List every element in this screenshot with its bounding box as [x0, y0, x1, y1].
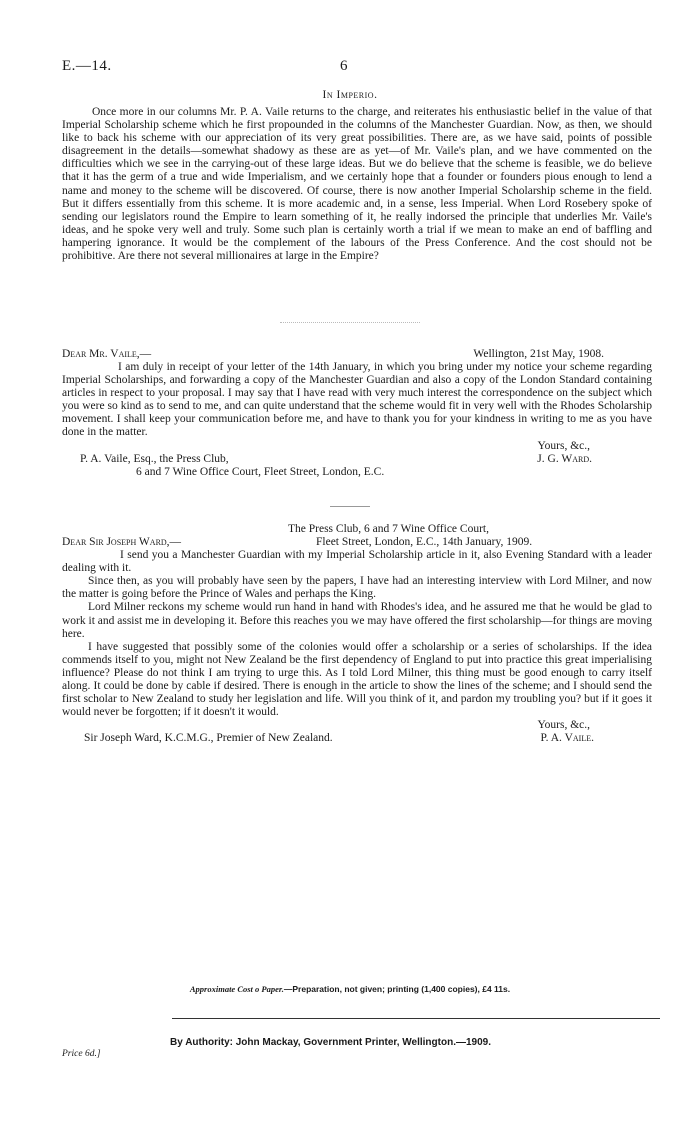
letter2-paragraph: I send you a Manchester Guardian with my Imperial Scholarship article in it, also Evening Standard with a leader dealing with it. [62, 549, 652, 575]
letter-vaile [62, 523, 652, 745]
letter-divider [330, 506, 370, 507]
article-body [62, 106, 652, 263]
section-divider [280, 322, 420, 324]
letter2-address-line1: The Press Club, 6 and 7 Wine Office Court, [288, 523, 489, 535]
letter2-signature: P. A. Vaile. [540, 732, 594, 745]
letter2-address-line2: Fleet Street, London, E.C., 14th January, 1909. [316, 536, 533, 549]
footer-rule [172, 1018, 660, 1019]
cost-label: Approximate Cost o Paper. [189, 984, 284, 994]
letter2-paragraph: I have suggested that possibly some of the colonies would offer a scholarship or a series of scholarships. If the idea commends itself to you, might not New Zealand be the first dependency of England to put into practice this great imperialising influence? Please do not think I am trying to urge this. As I told Lord Milner, this thing must be good enough to carry itself along. It could be done by cable if desired. There is enough in the article to show the lines of the scheme; and I should send the first scholar to New Zealand to study her legislation and life. Will you think of it, and pardon my troubling you? but if it goes it would never be forgotten; if it doesn't it would. [62, 640, 652, 719]
printing-cost-note [0, 984, 700, 994]
letter2-paragraph: Lord Milner reckons my scheme would run hand in hand with Rhodes's idea, and he assured me that he would be glad to work it and assist me in developing it. Before this reaches you we may have offered the first scholarship—for things are moving here. [62, 601, 652, 640]
article-paragraph: Once more in our columns Mr. P. A. Vaile returns to the charge, and reiterates his enthusiastic belief in the value of that Imperial Scholarship scheme which he first propounded in the columns of the Manchester Guardian. Now, as then, we should like to back his scheme with our appreciation of its very great possibilities. There are, as we have said, points of possible disagreement in the details—somewhat shadowy as these are as yet—of Mr. Vaile's plan, and we have commented on the difficulties which we see in the carrying-out of these large ideas. But we do believe that the scheme is feasible, we do believe that it has the germ of a true and wide Imperialism, and we certainly hope that a founder or founders pious enough to lend a name and money to the scheme will be discovered. Of course, there is now another Imperial Scholarship scheme in the field. But it differs essentially from this scheme. It is more academic and, in a sense, less Imperial. When Lord Rosebery spoke of sending our legislators round the Empire to learn something of it, he really indorsed the principle that underlies Mr. Vaile's ideas, and he spoke very well and truly. Some such plan is certainly worth a trial if we mean to make an end of baffling and hampering ignorance. It would be the complement of the labours of the Press Conference. And the cost should not be prohibitive. Are there not several millionaires at large in the Empire? [62, 106, 652, 263]
article-title: In Imperio. [322, 89, 378, 101]
letter-ward [62, 348, 652, 479]
letter1-salutation: Dear Mr. Vaile,— [62, 348, 152, 360]
letter1-signature: J. G. Ward. [537, 452, 592, 465]
letter2-salutation: Dear Sir Joseph Ward,— [62, 536, 182, 549]
letter1-place-date: Wellington, 21st May, 1908. [473, 348, 604, 360]
letter1-addressee: P. A. Vaile, Esq., the Press Club, [80, 452, 229, 465]
letter2-addressee: Sir Joseph Ward, K.C.M.G., Premier of New Zealand. [84, 732, 333, 745]
cost-text: —Preparation, not given; printing (1,400 copies), £4 11s. [283, 984, 511, 994]
page-number: 6 [340, 58, 348, 74]
letter1-address: 6 and 7 Wine Office Court, Fleet Street, London, E.C. [136, 465, 385, 478]
letter1-body: I am duly in receipt of your letter of the 14th January, in which you bring under my notice your scheme regarding Imperial Scholarships, and forwarding a copy of the Manchester Guardian and also a copy of the London Standard containing articles in respect to your proposal. I may say that I have read with very much interest the correspondence on the subject which you were so kind as to send to me, and can quite understand that the scheme would fit in very well with the Rhodes Scholarship movement. I shall keep your communication before me, and have to thank you for your kindness in writing to me as you have done in the matter. [62, 361, 652, 439]
document-reference: E.—14. [62, 58, 112, 74]
printer-authority: By Authority: John Mackay, Government Printer, Wellington.—1909. [170, 1037, 491, 1048]
price-note: Price 6d.] [62, 1049, 101, 1059]
letter2-closing: Yours, &c., [537, 719, 590, 732]
letter2-paragraph: Since then, as you will probably have seen by the papers, I have had an interesting interview with Lord Milner, and now the matter is going before the Prince of Wales and perhaps the King. [62, 575, 652, 601]
letter1-closing: Yours, &c., [537, 439, 590, 452]
